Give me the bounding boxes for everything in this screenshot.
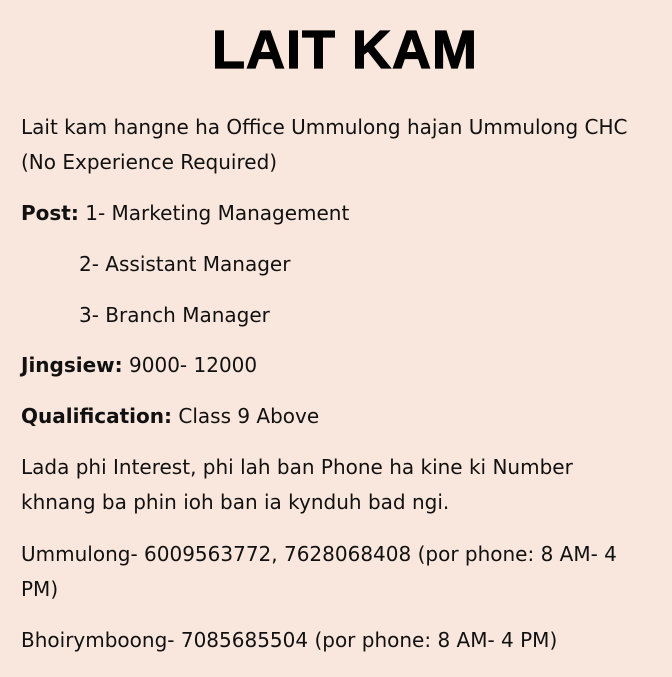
salary-value: 9000- 12000	[129, 353, 258, 377]
instructions-line-2: khnang ba phin ioh ban ia kynduh bad ngi.	[21, 490, 450, 514]
post-item-3: 3- Branch Manager	[79, 303, 270, 327]
qualification-row	[21, 403, 319, 429]
salary-label: Jingsiew:	[21, 353, 123, 377]
intro-line-1: Lait kam hangne ha Office Ummulong hajan Ummulong CHC	[21, 115, 628, 139]
intro-line-2: (No Experience Required)	[21, 150, 278, 174]
post-item-2: 2- Assistant Manager	[79, 252, 291, 276]
post-row	[21, 200, 349, 226]
contact-ummulong-line-1: Ummulong- 6009563772, 7628068408 (por phone: 8 AM- 4	[21, 542, 617, 566]
qualification-value: Class 9 Above	[178, 404, 320, 428]
instructions-line-1: Lada phi Interest, phi lah ban Phone ha kine ki Number	[21, 455, 573, 479]
contact-bhoirymboong: Bhoirymboong- 7085685504 (por phone: 8 AM- 4 PM)	[21, 628, 558, 652]
salary-row	[21, 352, 257, 378]
notice-title: LAIT KAM	[212, 20, 478, 80]
contact-ummulong-line-2: PM)	[21, 577, 59, 601]
qualification-label: Qualification:	[21, 404, 173, 428]
post-label: Post:	[21, 201, 79, 225]
post-item-1: 1- Marketing Management	[85, 201, 350, 225]
